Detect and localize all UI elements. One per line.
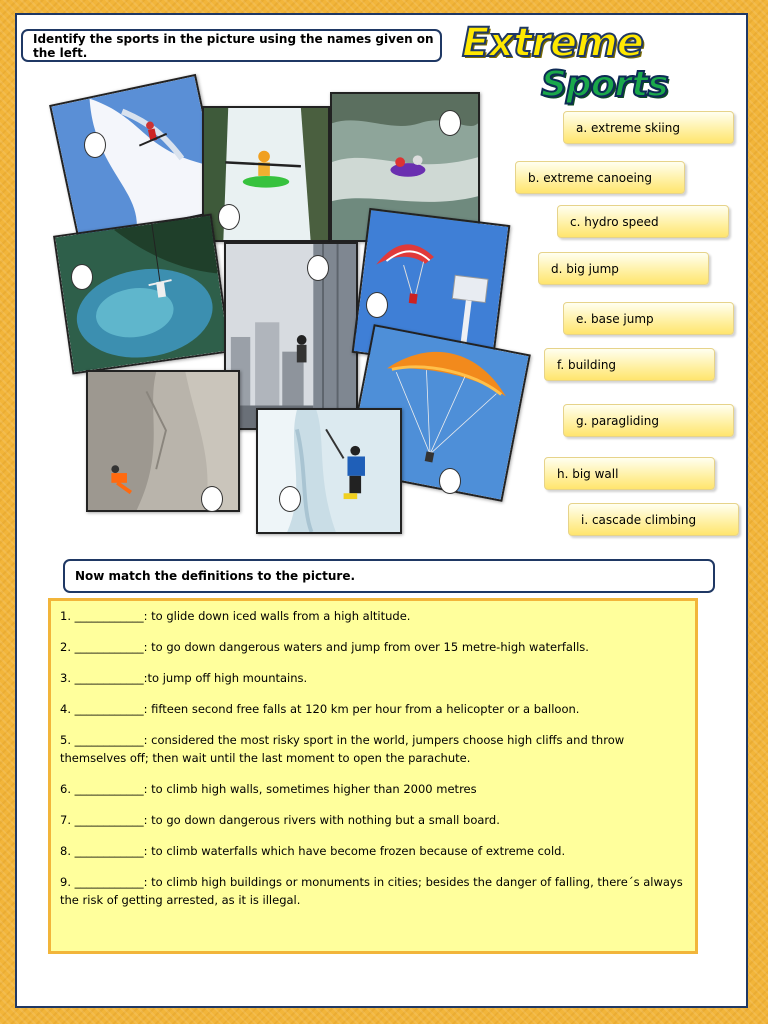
definition-item: 8. ____________: to climb waterfalls which have become frozen because of extreme cold.	[60, 844, 566, 858]
definition-item: 4. ____________: fifteen second free falls at 120 km per hour from a helicopter or a balloon.	[60, 702, 580, 716]
answer-circle-bungee[interactable]	[71, 264, 93, 290]
definition-item: 1. ____________: to glide down iced walls from a high altitude.	[60, 609, 411, 623]
option-big-wall: h. big wall	[544, 457, 715, 490]
definition-item: 9. ____________: to climb high buildings or monuments in cities; besides the danger of falling, there´s always the risk of getting arrested, as it is illegal.	[60, 875, 683, 907]
ice-climber-photo	[256, 408, 402, 534]
logo-extreme: Extreme	[462, 20, 643, 66]
identify-instruction: Identify the sports in the picture using the names given on the left.	[21, 29, 442, 62]
option-extreme-skiing: a. extreme skiing	[563, 111, 734, 144]
option-building: f. building	[544, 348, 715, 381]
match-instruction: Now match the definitions to the picture.	[63, 559, 715, 593]
building-photo	[224, 242, 358, 430]
option-hydro-speed: c. hydro speed	[557, 205, 729, 238]
definition-item: 2. ____________: to go down dangerous waters and jump from over 15 metre-high waterfalls.	[60, 640, 589, 654]
option-big-jump: d. big jump	[538, 252, 709, 285]
definitions-panel	[48, 598, 698, 954]
answer-circle-parachute[interactable]	[366, 292, 388, 318]
answer-circle-rock-climber[interactable]	[201, 486, 223, 512]
answer-circle-hydrospeed[interactable]	[439, 110, 461, 136]
answer-circle-kayak[interactable]	[218, 204, 240, 230]
answer-circle-skier[interactable]	[84, 132, 106, 158]
answer-circle-ice-climber[interactable]	[279, 486, 301, 512]
answer-circle-building[interactable]	[307, 255, 329, 281]
answer-circle-paraglider[interactable]	[439, 468, 461, 494]
logo-sports: Sports	[541, 64, 668, 105]
definition-item: 7. ____________: to go down dangerous rivers with nothing but a small board.	[60, 813, 500, 827]
definition-item: 6. ____________: to climb high walls, sometimes higher than 2000 metres	[60, 782, 477, 796]
option-paragliding: g. paragliding	[563, 404, 734, 437]
definition-item: 3. ____________:to jump off high mountains.	[60, 671, 308, 685]
option-cascade-climbing: i. cascade climbing	[568, 503, 739, 536]
bungee-photo	[53, 214, 231, 375]
option-extreme-canoeing: b. extreme canoeing	[515, 161, 685, 194]
definition-item: 5. ____________: considered the most risky sport in the world, jumpers choose high cliffs and throw themselves off; then wait until the last moment to open the parachute.	[60, 733, 625, 765]
option-base-jump: e. base jump	[563, 302, 734, 335]
